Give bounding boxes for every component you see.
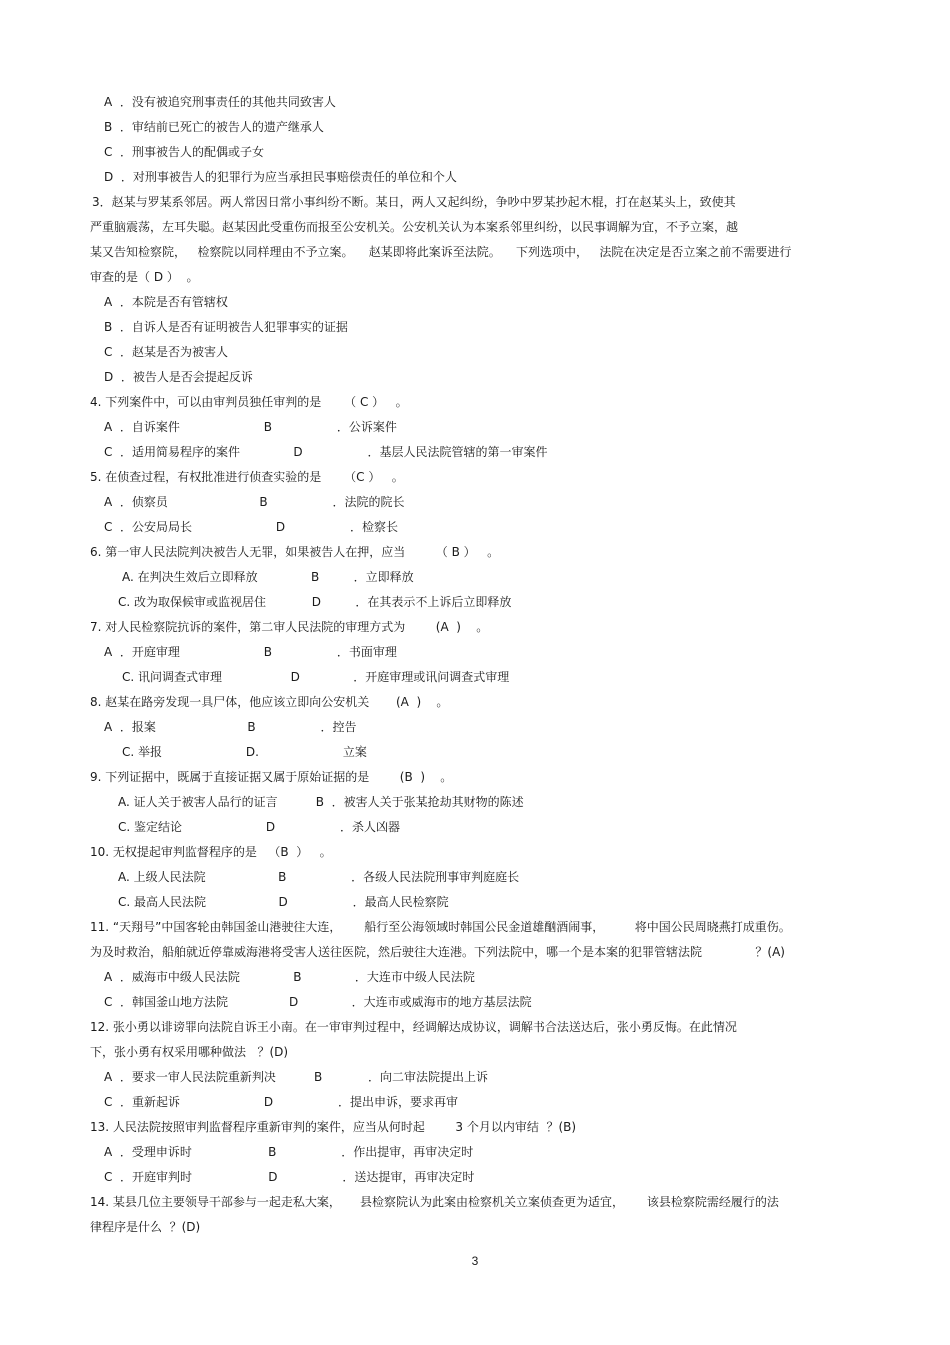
text-line: A ．没有被追究刑事责任的其他共同致害人	[104, 95, 336, 109]
text-line: C ．重新起诉 D ．提出申诉，要求再审	[104, 1095, 459, 1109]
text-line: 5. 在侦查过程，有权批准进行侦查实验的是 （C ） 。	[90, 470, 404, 484]
text-line: 4. 下列案件中，可以由审判员独任审判的是 （ C ） 。	[90, 395, 408, 409]
text-line: 3．赵某与罗某系邻居。两人常因日常小事纠纷不断。某日，两人又起纠纷，争吵中罗某抄起木棍，打在赵某头上，致使其	[92, 195, 736, 209]
text-line: 审查的是（ D ） 。	[90, 270, 199, 284]
text-line: B ．自诉人是否有证明被告人犯罪事实的证据	[104, 320, 348, 334]
text-line: 6. 第一审人民法院判决被告人无罪，如果被告人在押，应当 （ B ） 。	[90, 545, 500, 559]
text-line: C ．刑事被告人的配偶或子女	[104, 145, 265, 159]
text-line: A ．侦察员 B ．法院的院长	[104, 495, 405, 509]
text-line: 为及时救治，船舶就近停靠威海港将受害人送往医院，然后驶往大连港。下列法院中，哪一个是本案的犯罪管辖法院 ？(A)	[90, 945, 785, 959]
text-line: 11. “天翔号”中国客轮由韩国釜山港驶往大连， 船行至公海领域时韩国公民金道雄酗酒闹事， 将中国公民周晓燕打成重伤。	[90, 920, 791, 934]
text-line: D ．对刑事被告人的犯罪行为应当承担民事赔偿责任的单位和个人	[104, 170, 457, 184]
text-line: 严重脑震荡，左耳失聪。赵某因此受重伤而报至公安机关。公安机关认为本案系邻里纠纷，以民事调解为宜，不予立案，越	[90, 220, 739, 234]
text-line: C ．适用简易程序的案件 D ．基层人民法院管辖的第一审案件	[104, 445, 548, 459]
text-line: A ．报案 B ．控告	[104, 720, 357, 734]
text-line: 律程序是什么 ？(D)	[90, 1220, 201, 1234]
text-line: 7. 对人民检察院抗诉的案件，第二审人民法院的审理方式为 (A ) 。	[90, 620, 489, 634]
text-line: 13. 人民法院按照审判监督程序重新审判的案件，应当从何时起 3 个月以内审结 ？(B)	[90, 1120, 577, 1134]
text-line: C. 改为取保候审或监视居住 D ．在其表示不上诉后立即释放	[118, 595, 512, 609]
text-line: A ．威海市中级人民法院 B ．大连市中级人民法院	[104, 970, 475, 984]
text-line: 12. 张小勇以诽谤罪向法院自诉王小南。在一审审判过程中，经调解达成协议，调解书合法送达后，张小勇反悔。在此情况	[90, 1020, 737, 1034]
text-line: 10. 无权提起审判监督程序的是 （B ） 。	[90, 845, 332, 859]
text-line: C ．赵某是否为被害人	[104, 345, 229, 359]
text-line: A ．受理申诉时 B ．作出提审，再审决定时	[104, 1145, 474, 1159]
text-line: A. 在判决生效后立即释放 B ．立即释放	[122, 570, 414, 584]
text-line: C. 讯问调查式审理 D ．开庭审理或讯问调查式审理	[122, 670, 510, 684]
text-line: 下，张小勇有权采用哪种做法 ？(D)	[90, 1045, 289, 1059]
text-line: C ．韩国釜山地方法院 D ．大连市或威海市的地方基层法院	[104, 995, 532, 1009]
text-line: C. 鉴定结论 D ．杀人凶器	[118, 820, 401, 834]
text-line: C ．开庭审判时 D ．送达提审，再审决定时	[104, 1170, 475, 1184]
text-line: A ．开庭审理 B ．书面审理	[104, 645, 397, 659]
text-line: A. 证人关于被害人品行的证言 B ．被害人关于张某抢劫其财物的陈述	[118, 795, 524, 809]
text-line: C ．公安局局长 D ．检察长	[104, 520, 399, 534]
text-line: C. 最高人民法院 D ．最高人民检察院	[118, 895, 449, 909]
text-line: D ．被告人是否会提起反诉	[104, 370, 253, 384]
text-line: A. 上级人民法院 B ．各级人民法院刑事审判庭庭长	[118, 870, 520, 884]
text-line: A ．自诉案件 B ．公诉案件	[104, 420, 397, 434]
text-line: C. 举报 D. 立案	[122, 745, 367, 759]
text-line: A ．要求一审人民法院重新判决 B ．向二审法院提出上诉	[104, 1070, 488, 1084]
page-number: 3	[471, 1254, 479, 1268]
text-line: 9. 下列证据中，既属于直接证据又属于原始证据的是 (B ) 。	[90, 770, 453, 784]
text-line: B ．审结前已死亡的被告人的遗产继承人	[104, 120, 324, 134]
text-line: 8. 赵某在路旁发现一具尸体，他应该立即向公安机关 (A ) 。	[90, 695, 449, 709]
text-line: A ．本院是否有管辖权	[104, 295, 228, 309]
text-line: 某又告知检察院， 检察院以同样理由不予立案。 赵某即将此案诉至法院。 下列选项中， 法院在决定是否立案之前不需要进行	[90, 245, 792, 259]
text-line: 14. 某县几位主要领导干部参与一起走私大案， 县检察院认为此案由检察机关立案侦查更为适宜， 该县检察院需经履行的法	[90, 1195, 779, 1209]
